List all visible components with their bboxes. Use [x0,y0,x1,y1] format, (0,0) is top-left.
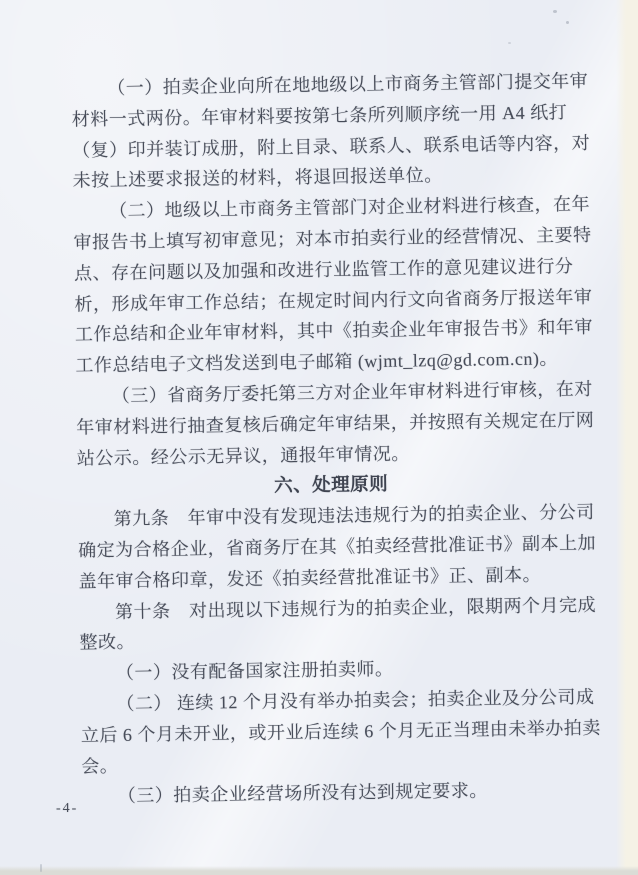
page-number: -4- [56,801,79,816]
document-line: 立后 6 个月未开业，或开业后连续 6 个月无正当理由未举办拍卖 [80,717,601,746]
document-line: 工作总结和企业年审材料，其中《拍卖企业年审报告书》和年审 [74,317,594,345]
document-line: 年审材料进行抽查复核后确定年审结果，并按照有关规定在厅网 [76,409,595,438]
document-line: 未按上述要求报送的材料，将退回报送单位。 [72,165,443,191]
document-line: 第九条 年审中没有发现违法违规行为的拍卖企业、分公司 [113,501,595,530]
scan-speck [566,21,569,24]
document-line: （一）没有配备国家注册拍卖师。 [115,658,394,684]
document-line: （三）拍卖企业经营场所没有达到规定要求。 [117,780,488,807]
document-line: 整改。 [79,631,136,653]
scan-speck [553,10,557,13]
document-line: （二） 连续 12 个月没有举办拍卖会；拍卖企业及分公司成 [116,686,595,714]
document-line: 盖年审合格印章，发还《拍卖经营批准证书》正、副本。 [78,564,542,592]
document-line: 材料一式两份。年审材料要按第七条所列顺序统一用 A4 纸打 [71,101,568,130]
document-line: 确定为合格企业，省商务厅在其《拍卖经营批准证书》副本上加 [77,532,597,561]
document-line: 点、存在问题以及加强和改进行业监管工作的意见建议进行分 [73,255,574,284]
document-line: （复）印并装订成册，附上目录、联系人、联系电话等内容，对 [72,132,591,161]
scanner-bottom-strip [0,866,638,875]
document-line: （二）地级以上市商务主管部门对企业材料进行核查，在年 [108,194,591,222]
scan-speck [40,864,42,872]
document-text [71,66,601,813]
document-line: （三）省商务厅委托第三方对企业年审材料进行审核，在对 [111,378,593,406]
document-line: 工作总结电子文档发送到电子邮箱 (wjmt_lzq@gd.com.cn)。 [75,348,559,376]
document-line: 析，形成年审工作总结；在规定时间内行文向省商务厅报送年审 [74,286,593,315]
document-line: 第十条 对出现以下违规行为的拍卖企业，限期两个月完成 [114,594,597,622]
document-line: 站公示。经公示无异议，通报年审情况。 [76,443,410,469]
document-line: 会。 [81,755,119,776]
scan-speck [508,42,511,44]
document-line: 审报告书上填写初审意见；对本市拍卖行业的经营情况、主要特 [73,224,592,253]
section-heading: 六、处理原则 [274,473,389,496]
document-line: （一）拍卖企业向所在地地级以上市商务主管部门提交年审 [107,70,589,98]
scanner-edge-strip [616,0,638,875]
